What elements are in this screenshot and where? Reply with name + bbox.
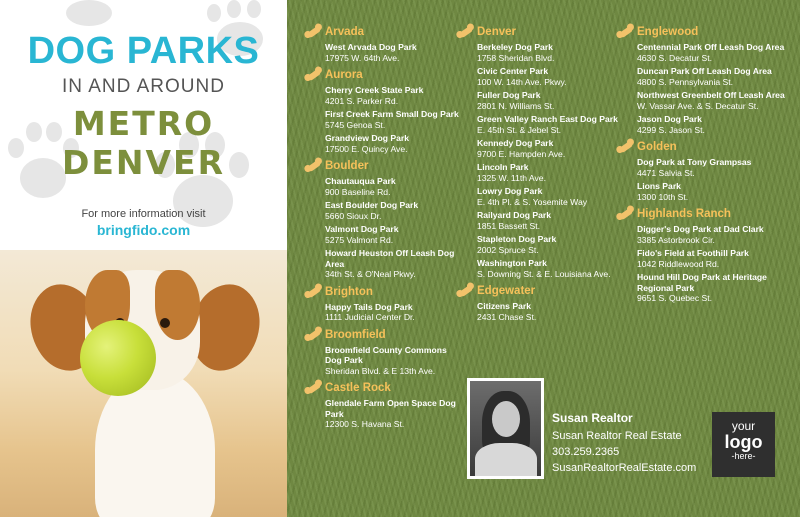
park-address: 4800 S. Pennsylvania St. (637, 76, 734, 87)
park-entry (477, 138, 622, 159)
park-name: Green Valley Ranch East Dog Park (477, 114, 618, 124)
dog-photo (0, 250, 287, 517)
park-entry (477, 301, 622, 322)
park-name: Lowry Dog Park (477, 186, 543, 196)
park-address: 9700 E. Hampden Ave. (477, 148, 566, 159)
park-name: Civic Center Park (477, 66, 549, 76)
city-name: Boulder (325, 160, 369, 172)
city-name: Aurora (325, 69, 363, 81)
park-address: 1325 W. 11th Ave. (477, 172, 546, 183)
park-name: Fido's Field at Foothill Park (637, 248, 749, 258)
park-entry (325, 176, 465, 197)
park-entry (477, 258, 622, 279)
park-address: 1042 Riddlewood Rd. (637, 258, 720, 269)
city-group (617, 26, 792, 135)
bone-icon (307, 26, 322, 39)
park-name: Hound Hill Dog Park at Heritage Regional Park (637, 272, 767, 293)
park-address: Sheridan Blvd. & E 13th Ave. (325, 365, 436, 376)
park-name: Jason Dog Park (637, 114, 702, 124)
park-address: 5660 Sioux Dr. (325, 210, 382, 221)
bone-icon (619, 141, 634, 154)
park-address: 4299 S. Jason St. (637, 124, 705, 135)
park-column-3 (617, 26, 792, 310)
city-name: Golden (637, 141, 677, 153)
more-info-text: For more information visit (81, 208, 206, 220)
city-name: Edgewater (477, 285, 536, 297)
bone-icon (459, 26, 474, 39)
park-address: 5745 Genoa St. (325, 119, 386, 130)
park-entry (637, 224, 792, 245)
park-address: 1300 10th St. (637, 191, 689, 202)
bone-icon (619, 26, 634, 39)
park-address: 4471 Salvia St. (637, 167, 695, 178)
agent-photo (467, 378, 544, 479)
city-name: Englewood (637, 26, 699, 38)
park-entry (325, 345, 465, 377)
park-name: Glendale Farm Open Space Dog Park (325, 398, 456, 419)
park-entry (325, 224, 465, 245)
park-entry (637, 90, 792, 111)
city-group (617, 141, 792, 202)
park-name: Kennedy Dog Park (477, 138, 554, 148)
agent-company: Susan Realtor Real Estate (552, 430, 682, 442)
park-entry (477, 234, 622, 255)
city-group (305, 160, 465, 280)
park-entry (637, 114, 792, 135)
title-metro-denver: METRO DENVER (61, 104, 226, 182)
park-address: 34th St. & O'Neal Pkwy. (325, 269, 416, 279)
city-name: Highlands Ranch (637, 208, 731, 220)
park-column-1 (305, 26, 465, 436)
city-name: Castle Rock (325, 382, 391, 394)
agent-website[interactable]: SusanRealtorRealEstate.com (552, 462, 697, 474)
park-address: W. Vassar Ave. & S. Decatur St. (637, 100, 759, 111)
park-address: 2431 Chase St. (477, 311, 537, 322)
park-address: 1851 Bassett St. (477, 220, 541, 231)
park-name: Digger's Dog Park at Dad Clark (637, 224, 764, 234)
park-name: Washington Park (477, 258, 547, 268)
park-name: Citizens Park (477, 301, 531, 311)
city-name: Broomfield (325, 328, 386, 341)
park-address: E. 4th Pl. & S. Yosemite Way (477, 196, 588, 207)
park-entry (637, 181, 792, 202)
park-address: 100 W. 14th Ave. Pkwy. (477, 76, 567, 87)
city-name: Arvada (325, 26, 364, 38)
park-name: Howard Heuston Off Leash Dog Area (325, 248, 455, 269)
park-address: 1111 Judicial Center Dr. (325, 312, 415, 322)
park-entry (637, 272, 792, 304)
park-address: 3385 Astorbrook Cir. (637, 234, 715, 245)
park-entry (637, 66, 792, 87)
city-group (457, 26, 622, 279)
city-group (305, 26, 465, 63)
park-name: Fuller Dog Park (477, 90, 541, 100)
park-name: Grandview Dog Park (325, 133, 410, 143)
park-entry (325, 398, 465, 430)
park-name: West Arvada Dog Park (325, 42, 417, 52)
park-name: Chautauqua Park (325, 176, 396, 186)
tennis-ball-icon (80, 320, 156, 396)
park-name: Happy Tails Dog Park (325, 301, 413, 312)
park-entry (477, 90, 622, 111)
park-entry (477, 114, 622, 135)
park-address: 5275 Valmont Rd. (325, 234, 394, 245)
park-address: 1758 Sheridan Blvd. (477, 52, 555, 63)
park-address: 9651 S. Quebec St. (637, 293, 713, 303)
park-address: S. Downing St. & E. Louisiana Ave. (477, 268, 611, 279)
city-group (457, 285, 622, 322)
park-name: East Boulder Dog Park (325, 200, 419, 210)
bone-icon (307, 382, 322, 395)
park-name: Stapleton Dog Park (477, 234, 557, 244)
agent-name: Susan Realtor (552, 411, 633, 425)
park-name: Centennial Park Off Leash Dog Area (637, 42, 785, 52)
park-address: 4630 S. Decatur St. (637, 52, 712, 63)
park-address: 4201 S. Parker Rd. (325, 95, 399, 106)
park-name: Duncan Park Off Leash Dog Area (637, 66, 772, 76)
bone-icon (307, 328, 322, 341)
park-name: Berkeley Dog Park (477, 42, 553, 52)
park-name: First Creek Farm Small Dog Park (325, 109, 459, 119)
park-entry (637, 42, 792, 63)
park-name: Broomfield County Commons Dog Park (325, 344, 447, 365)
park-address: 900 Baseline Rd. (325, 186, 391, 197)
park-address: 17975 W. 64th Ave. (325, 52, 400, 63)
agent-info (552, 411, 696, 478)
city-name: Denver (477, 26, 516, 38)
park-entry (637, 248, 792, 269)
park-entry (325, 133, 465, 154)
city-group (305, 286, 465, 323)
logo-placeholder: your logo -here- (712, 412, 775, 477)
park-name: Lions Park (637, 181, 681, 191)
park-address: E. 45th St. & Jebel St. (477, 124, 562, 135)
city-name: Brighton (325, 285, 373, 298)
park-entry (325, 85, 465, 106)
park-entry (325, 302, 465, 323)
bone-icon (307, 160, 322, 173)
city-group (305, 329, 465, 377)
park-entry (325, 200, 465, 221)
park-name: Lincoln Park (477, 162, 529, 172)
title-in-and-around: IN AND AROUND (62, 76, 225, 97)
paw-print-icon (60, 0, 120, 30)
park-entry (477, 66, 622, 87)
park-address: 17500 E. Quincy Ave. (325, 143, 408, 154)
park-entry (477, 186, 622, 207)
city-group (305, 69, 465, 154)
city-group (617, 208, 792, 304)
bone-icon (459, 285, 474, 298)
park-entry (477, 42, 622, 63)
park-entry (325, 42, 465, 63)
park-column-2 (457, 26, 622, 328)
left-panel (0, 0, 287, 517)
agent-phone[interactable]: 303.259.2365 (552, 446, 620, 458)
park-entry (325, 109, 465, 130)
park-name: Railyard Dog Park (477, 210, 552, 220)
right-panel (287, 0, 800, 517)
park-address: 12300 S. Havana St. (325, 419, 405, 429)
park-name: Cherry Creek State Park (325, 85, 424, 95)
bone-icon (619, 208, 634, 221)
website-link[interactable]: bringfido.com (96, 222, 191, 238)
park-entry (477, 210, 622, 231)
park-entry (325, 248, 465, 280)
park-name: Dog Park at Tony Grampsas (637, 157, 752, 167)
bone-icon (307, 69, 322, 82)
park-entry (477, 162, 622, 183)
park-address: 2002 Spruce St. (477, 244, 539, 255)
park-address: 2801 N. Williams St. (477, 100, 555, 111)
park-name: Northwest Greenbelt Off Leash Area (637, 90, 785, 100)
park-entry (637, 157, 792, 178)
bone-icon (307, 285, 322, 298)
city-group (305, 382, 465, 430)
title-dog-parks: DOG PARKS (27, 30, 260, 72)
park-name: Valmont Dog Park (325, 224, 399, 234)
